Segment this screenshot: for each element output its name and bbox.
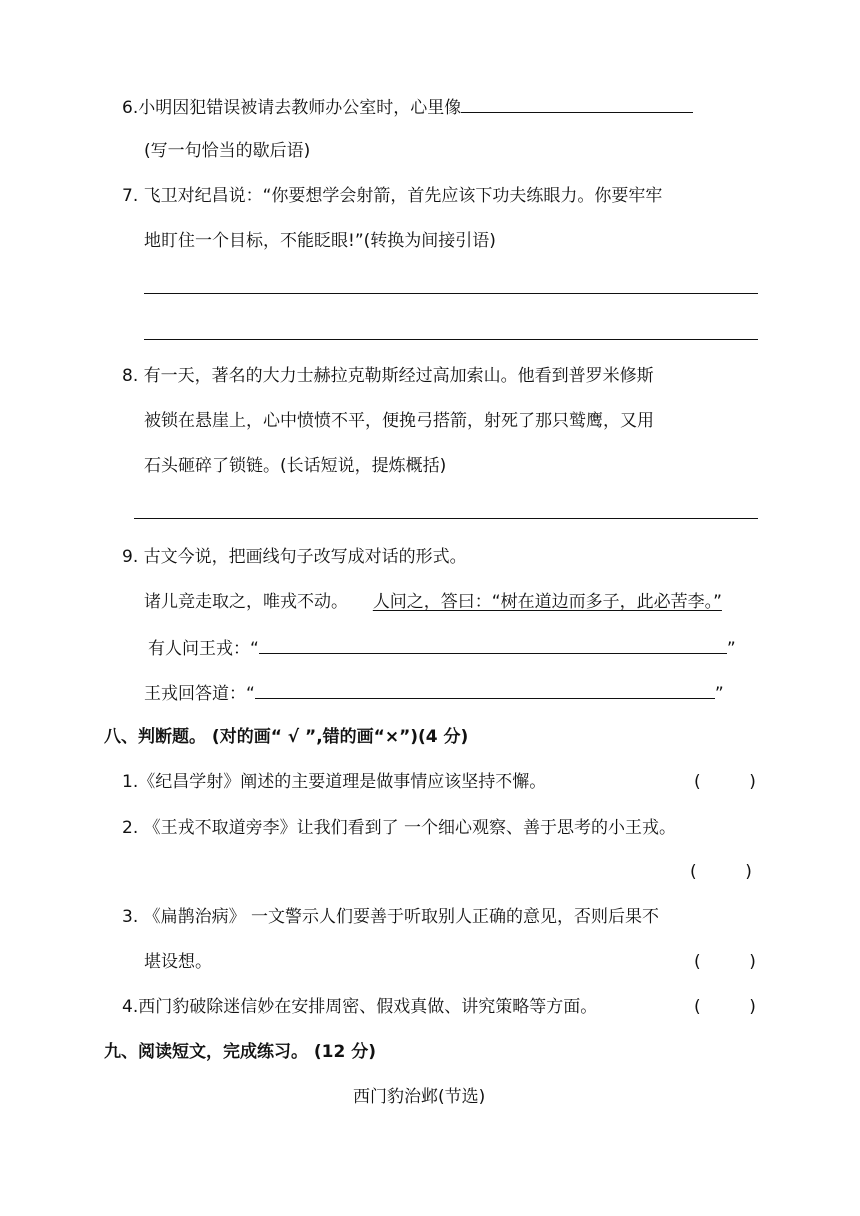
q9-answer-line: 王戎回答道：“ ” — [144, 680, 724, 706]
section9-heading: 九、阅读短文，完成练习。 (12 分) — [104, 1042, 377, 1062]
q9-title: 9. 古文今说，把画线句子改写成对话的形式。 — [122, 547, 467, 567]
judge-item-2-answer[interactable]: ( ) — [690, 862, 752, 882]
judge-item-4: 4.西门豹破除迷信妙在安排周密、假戏真做、讲究策略等方面。 — [122, 997, 598, 1017]
judge-item-2: 2. 《王戎不取道旁李》让我们看到了 一个细心观察、善于思考的小王戎。 — [122, 818, 677, 838]
q7-line1: 7. 飞卫对纪昌说：“你要想学会射箭，首先应该下功夫练眼力。你要牢牢 — [122, 186, 663, 206]
q8-line3: 石头砸碎了锁链。(长话短说，提炼概括) — [144, 456, 447, 476]
q7-line2: 地盯住一个目标，不能眨眼!”(转换为间接引语) — [144, 231, 496, 251]
q8-answer-line[interactable] — [134, 518, 758, 519]
judge-item-1-answer[interactable]: ( ) — [694, 772, 756, 792]
q8-line2: 被锁在悬崖上，心中愤愤不平，便挽弓搭箭，射死了那只鹫鹰，又用 — [144, 411, 654, 431]
q9-quote — [144, 590, 722, 614]
q6-answer-blank[interactable] — [461, 94, 693, 113]
section8-heading: 八、判断题。 (对的画“ √ ”,错的画“×”)(4 分) — [104, 727, 469, 747]
q9-ask-blank[interactable] — [259, 635, 727, 654]
judge-item-1: 1.《纪昌学射》阐述的主要道理是做事情应该坚持不懈。 — [122, 772, 547, 792]
judge-item-3-answer[interactable]: ( ) — [694, 952, 756, 972]
q8-line1: 8. 有一天，著名的大力士赫拉克勒斯经过高加索山。他看到普罗米修斯 — [122, 366, 654, 386]
passage-title: 西门豹治邺(节选) — [353, 1087, 486, 1107]
judge-item-3-line1: 3. 《扁鹊治病》 一文警示人们要善于听取别人正确的意见，否则后果不 — [122, 907, 660, 927]
q9-plain-text: 诸儿竞走取之，唯戎不动。 — [144, 592, 348, 612]
q6-hint: (写一句恰当的歇后语) — [144, 141, 311, 161]
q6-text: 6.小明因犯错误被请去教师办公室时，心里像 — [122, 94, 693, 120]
q9-answer-blank[interactable] — [255, 680, 715, 699]
q9-ask-line: 有人问王戎：“ ” — [148, 635, 736, 661]
q9-underlined-sentence: 人问之，答曰：“树在道边而多子，此必苦李。” — [372, 592, 722, 612]
q7-answer-line-1[interactable] — [144, 293, 758, 294]
q7-answer-line-2[interactable] — [144, 339, 758, 340]
judge-item-4-answer[interactable]: ( ) — [694, 997, 756, 1017]
judge-item-3-line2: 堪设想。 — [144, 952, 212, 972]
